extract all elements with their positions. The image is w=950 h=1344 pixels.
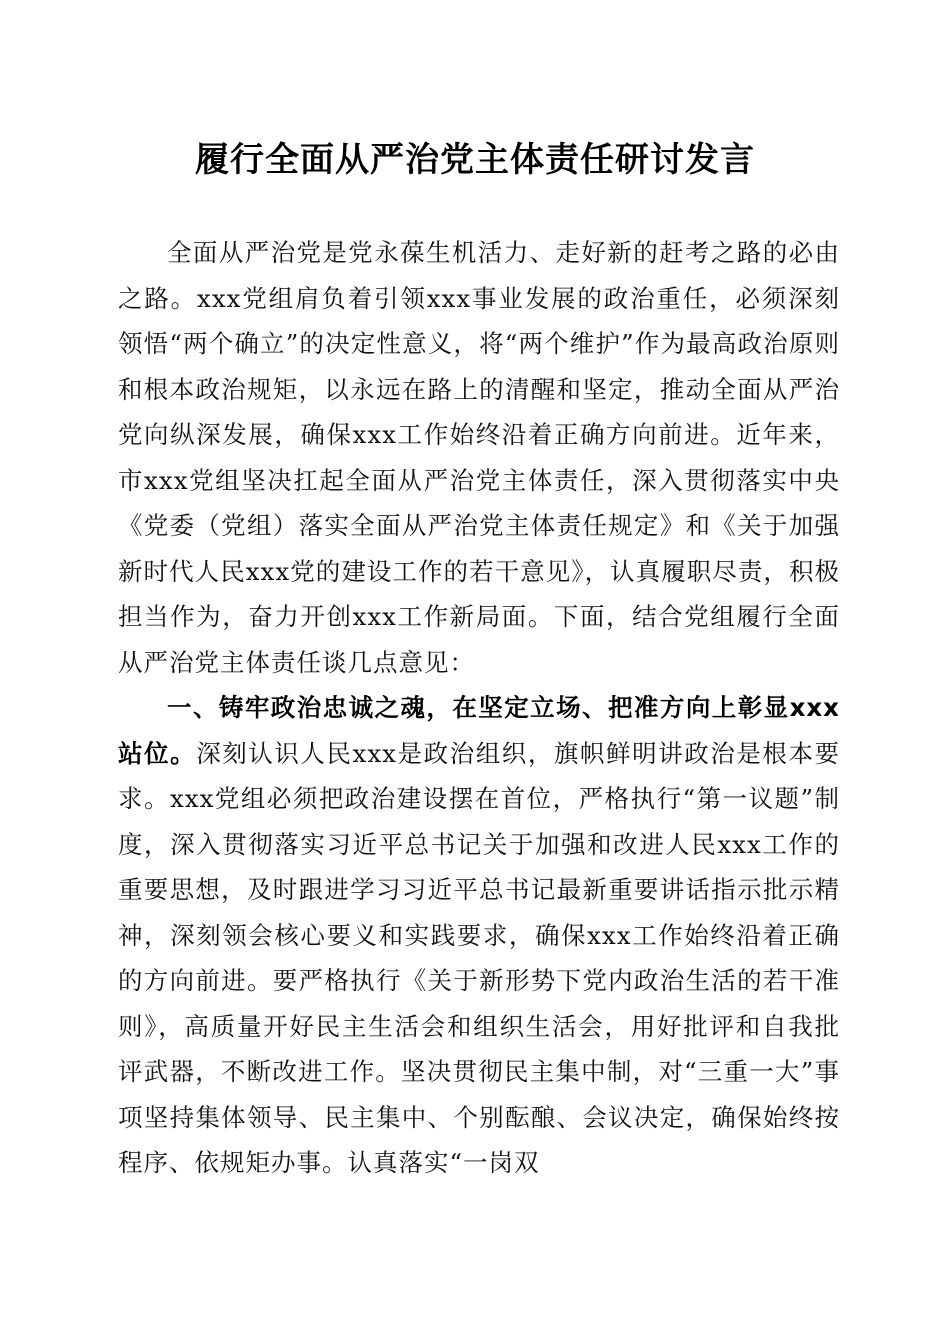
section-1-heading: 一、铸牢政治忠诚之魂，在坚定立场、把准方向上彰显xxx站位。 (118, 693, 840, 768)
document-body (118, 230, 840, 1186)
intro-paragraph: 全面从严治党是党永葆生机活力、走好新的赶考之路的必由之路。xxx党组肩负着引领xxx事业发展的政治重任，必须深刻领悟“两个确立”的决定性意义，将“两个维护”作为最高政治原则和根本政治规矩，以永远在路上的清醒和坚定，推动全面从严治党向纵深发展，确保xxx工作始终沿着正确方向前进。近年来，市xxx党组坚决扛起全面从严治党主体责任，深入贯彻落实中央《党委（党组）落实全面从严治党主体责任规定》和《关于加强新时代人民xxx党的建设工作的若干意见》，认真履职尽责，积极担当作为，奋力开创xxx工作新局面。下面，结合党组履行全面从严治党主体责任谈几点意见： (118, 238, 840, 677)
section-1-paragraph (118, 685, 840, 1186)
section-1-body: 深刻认识人民xxx是政治组织，旗帜鲜明讲政治是根本要求。xxx党组必须把政治建设摆在首位，严格执行“第一议题”制度，深入贯彻落实习近平总书记关于加强和改进人民xxx工作的重要思想，及时跟进学习习近平总书记最新重要讲话指示批示精神，深刻领会核心要义和实践要求，确保xxx工作始终沿着正确的方向前进。要严格执行《关于新形势下党内政治生活的若干准则》，高质量开好民主生活会和组织生活会，用好批评和自我批评武器，不断改进工作。坚决贯彻民主集中制，对“三重一大”事项坚持集体领导、民主集中、个别酝酿、会议决定，确保始终按程序、依规矩办事。认真落实“一岗双 (118, 738, 841, 1177)
document-title: 履行全面从严治党主体责任研讨发言 (195, 140, 755, 180)
